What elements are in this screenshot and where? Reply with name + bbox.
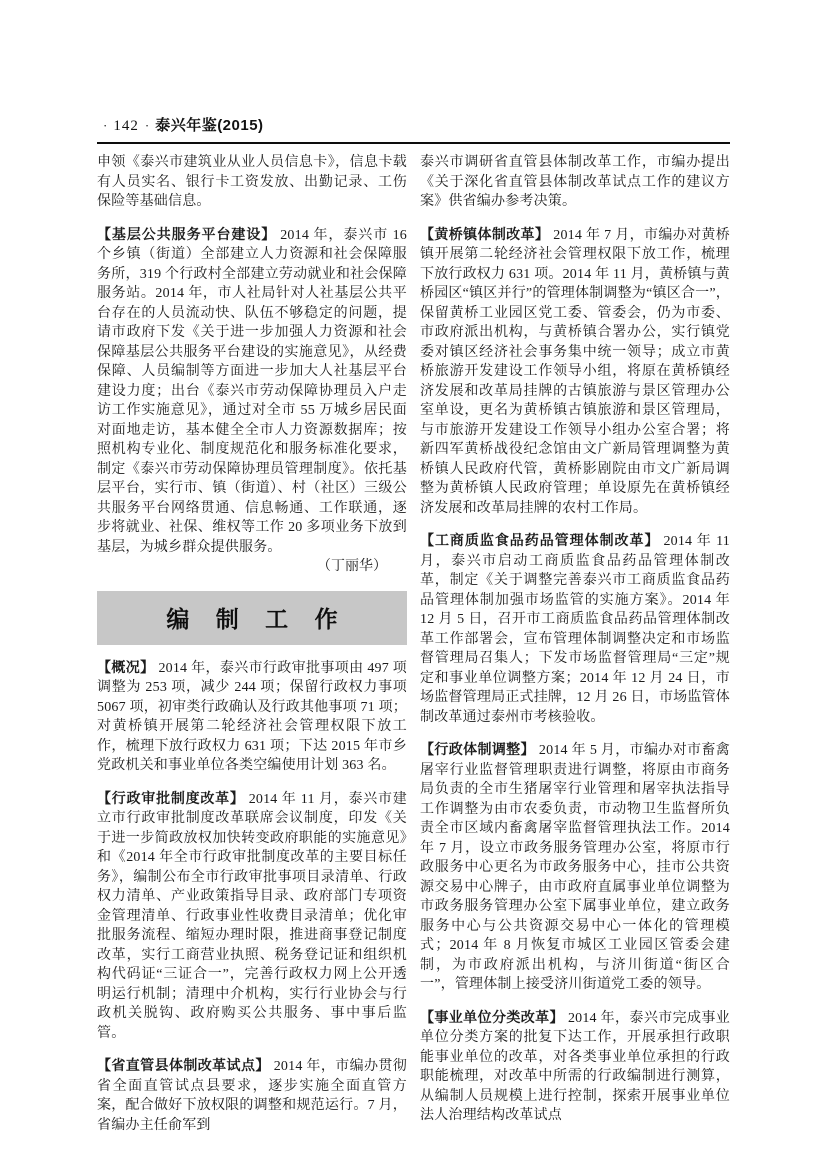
entry-label: 【黄桥镇体制改革】 [420,225,550,242]
entry-label: 【行政审批制度改革】 [97,789,245,806]
entry-approval-reform [97,789,407,1044]
entry-text: 2014 年 11 月，泰兴市建立市行政审批制度改革联席会议制度，印发《关于进一步简政放权加快转变政府职能的实施意见》和《2014 年全市行政审批制度改革的主要目标任务》，编制公布全市行政审批事项目录清单、行政权力清单、产业政策指导目录、政府部门专项资金管理清单、行政事业性收费目录清单；优化审批服务流程、缩短办理时限，推进商事登记制度改革，实行工商营业执照、税务登记证和组织机构代码证“三证合一”，完善行政权力网上公开透明运行机制；清理中介机构，实行行业协会与行政机关脱钩、政府购买公共服务、事中事后监管。 [97,791,408,1041]
entry-label: 【工商质监食品药品管理体制改革】 [420,532,660,548]
continuation-paragraph [420,153,730,212]
entry-overview [97,658,407,776]
entry-text: 2014 年，市编办贯彻省全面直管试点县要求，逐步实施全面直管方案，配合做好下放权限的调整和规范运行。7 月，省编办主任俞军到 [97,1059,407,1133]
entry-label: 【行政体制调整】 [420,741,535,757]
entry-text: 2014 年，泰兴市 16 个乡镇（街道）全部建立人力资源和社会保障服务所，319 个行政村全部建立劳动就业和社会保障服务站。2014 年，市人社局针对人社基层公共平台存在的人员流动快、队伍不够稳定的问题，提请市政府下发《关于进一步加强人力资源和社会保障基层公共服务平台建设的实施意见》，从经费保障、人员编制等方面进一步加大人社基层平台建设力度；出台《泰兴市劳动保障协理员入户走访工作实施意见》，通过对全市 55 万城乡居民面对面地走访，基本健全全市人力资源数据库；按照机构专业化、制度规范化和服务标准化要求，制定《泰兴市劳动保障协理员管理制度》。依托基层平台，实行市、镇（街道）、村（社区）三级公共服务平台网络贯通、信息畅通、工作联通，逐步将就业、社保、维权等工作 20 多项业务下放到基层，为城乡群众提供服务。 [97,227,407,555]
entry-institution-classify [420,1008,730,1126]
entry-text: 2014 年，泰兴市行政审批事项由 497 项调整为 253 项，减少 244 项；保留行政权力事项 5067 项，初审类行政确认及行政其他事项 71 项；对黄桥镇开展第二轮经济社会管理权限下放工作，梳理下放行政权力 631 项；下达 2015 年市乡党政机关和事业单位各类空编使用计划 363 名。 [97,660,407,773]
entry-market-regulation [420,531,730,727]
paragraph-text: 泰兴市调研省直管县体制改革工作，市编办提出《关于深化省直管县体制改革试点工作的建议方案》供省编办参考决策。 [420,155,730,209]
entry-label: 【概况】 [97,658,155,675]
entry-text: 2014 年 11 月，泰兴市启动工商质监食品药品管理体制改革，制定《关于调整完善泰兴市工商质监食品药品管理体制加强市场监管的实施方案》。2014 年 12 月 5 日，召开市工商质监食品药品管理体制改革工作部署会，宣布管理体制调整决定和市场监督管理局召集人；下发市场监督管理局“三定”规定和事业单位调整方案；2014 年 12 月 24 日，市场监督管理局正式挂牌，12 月 26 日，市场监管体制改革通过泰州市考核验收。 [420,534,731,725]
entry-text: 2014 年，泰兴市完成事业单位分类方案的批复下达工作，开展承担行政职能事业单位的改革，对各类事业单位承担的行政职能梳理，对改革中所需的行政编制进行测算，从编制人员规模上进行控制，探索开展事业单位法人治理结构改革试点 [420,1010,730,1123]
entry-label: 【省直管县体制改革试点】 [97,1057,270,1073]
running-head [97,116,730,136]
entry-label: 【事业单位分类改革】 [420,1008,564,1025]
author-credit: （丁丽华） [317,559,387,574]
head-dot-right: · [144,118,150,133]
entry-platform [97,225,407,558]
entry-text: 2014 年 5 月，市编办对市畜禽屠宰行业监督管理职责进行调整，将原由市商务局负责的全市生猪屠宰行业管理和屠宰执法指导工作调整为由市农委负责，市动物卫生监督所负责全市区域内畜禽屠宰监督管理执法工作。2014 年 7 月，设立市政务服务管理办公室，将原市行政服务中心更名为市政务服务中心，挂市公共资源交易中心牌子，由市政府直属事业单位调整为市政务服务管理办公室下属事业单位，建立政务服务中心与公共资源交易中心一体化的管理模式；2014 年 8 月恢复市城区工业园区管委会建制，为市政府派出机构，与济川街道“街区合一”，管理体制上接受济川街道党工委的领导。 [420,743,730,992]
entry-huangqiao [420,225,730,519]
entry-admin-adjust [420,740,730,995]
right-column [420,153,730,1135]
entry-label: 【基层公共服务平台建设】 [97,225,277,242]
two-column-text [97,153,730,1135]
page-number: 142 [113,118,139,134]
entry-province-pilot [97,1056,407,1135]
head-dot-left: · [103,118,108,133]
section-banner: 编 制 工 作 [97,591,407,645]
paragraph-text: 申领《泰兴市建筑业从业人员信息卡》，信息卡载有人员实名、银行卡工资发放、出勤记录、工伤保险等基础信息。 [97,155,407,209]
entry-text: 2014 年 7 月，市编办对黄桥镇开展第二轮经济社会管理权限下放工作，梳理下放行政权力 631 项。2014 年 11 月，黄桥镇与黄桥园区“镇区并行”的管理体制调整为“镇区合一”，保留黄桥工业园区党工委、管委会，仍为市委、市政府派出机构，与黄桥镇合署办公，实行镇党委对镇区经济社会事务集中统一领导；成立市黄桥旅游开发建设工作领导小组，将原在黄桥镇经济发展和改革局挂牌的古镇旅游与景区管理办公室单设，更名为黄桥镇古镇旅游和景区管理局，与市旅游开发建设工作领导小组办公室合署；将新四军黄桥战役纪念馆由文广新局管理调整为黄桥镇人民政府代管，黄桥影剧院由市文广新局调整为黄桥镇人民政府管理；单设原先在黄桥镇经济发展和改革局挂牌的农村工作局。 [420,227,730,516]
continuation-paragraph [97,153,407,212]
left-column [97,153,407,1135]
book-title: 泰兴年鉴(2015) [155,117,264,134]
header-rule [97,142,730,144]
